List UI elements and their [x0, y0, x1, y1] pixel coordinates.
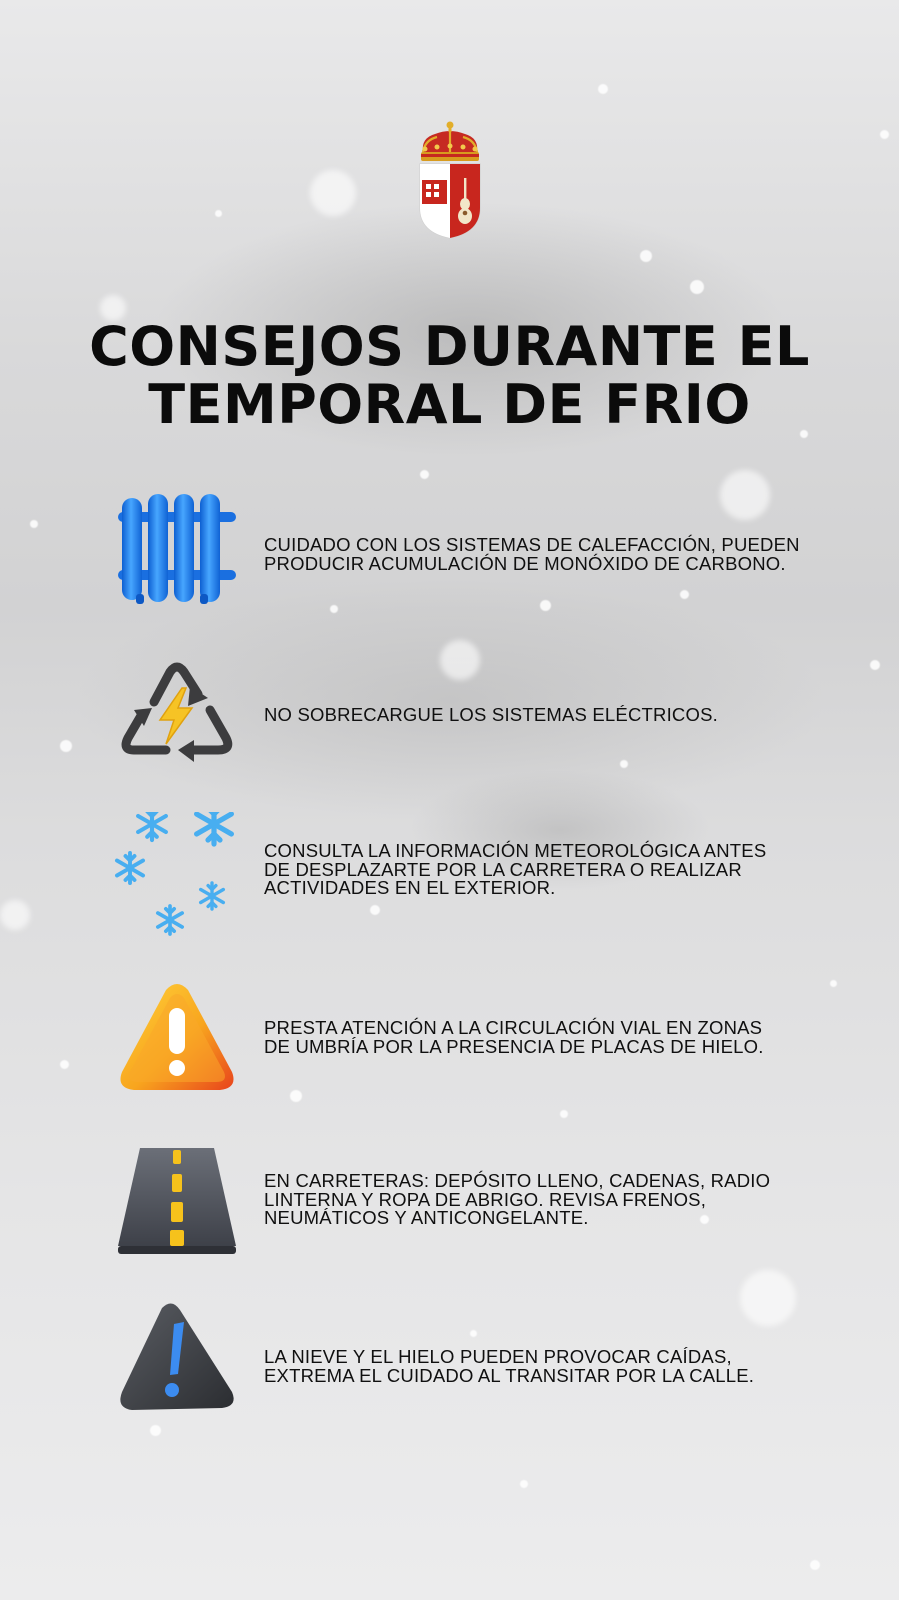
- road-icon: [114, 1140, 240, 1266]
- warning-triangle-dark-icon: [114, 1302, 240, 1428]
- page-title: [0, 315, 899, 436]
- tip-weather-line-1: CONSULTA LA INFORMACIÓN METEOROLÓGICA ANTES: [264, 840, 767, 861]
- title-line-1: CONSEJOS DURANTE EL: [89, 315, 810, 378]
- radiator-icon: [114, 490, 240, 616]
- tip-road-kit-line-3: NEUMÁTICOS Y ANTICONGELANTE.: [264, 1207, 589, 1228]
- tip-falls-line-1: LA NIEVE Y EL HIELO PUEDEN PROVOCAR CAÍDAS,: [264, 1346, 732, 1367]
- tip-heating-line-1: CUIDADO CON LOS SISTEMAS DE CALEFACCIÓN, PUEDEN: [264, 534, 800, 555]
- tip-falls-line-2: EXTREMA EL CUIDADO AL TRANSITAR POR LA CALLE.: [264, 1364, 755, 1386]
- snowflakes-icon: [114, 812, 240, 938]
- tip-heating-line-2: PRODUCIR ACUMULACIÓN DE MONÓXIDO DE CARBONO.: [264, 552, 786, 574]
- tip-road-kit-line-1: EN CARRETERAS: DEPÓSITO LLENO, CADENAS, RADIO: [264, 1170, 771, 1191]
- recycle-lightning-icon: [114, 650, 240, 776]
- tip-road-kit-line-2: LINTERNA Y ROPA DE ABRIGO. REVISA FRENOS,: [264, 1188, 707, 1210]
- tip-electric-line-1: NO SOBRECARGUE LOS SISTEMAS ELÉCTRICOS.: [264, 704, 718, 725]
- warning-triangle-orange-icon: [114, 980, 240, 1106]
- coat-of-arms-icon: [415, 120, 485, 242]
- tip-ice-roads-line-2: DE UMBRÍA POR LA PRESENCIA DE PLACAS DE HIELO.: [264, 1035, 764, 1057]
- tip-weather-line-2: DE DESPLAZARTE POR LA CARRETERA O REALIZAR: [264, 858, 742, 880]
- tip-weather-line-3: ACTIVIDADES EN EL EXTERIOR.: [264, 877, 556, 898]
- tip-ice-roads-line-1: PRESTA ATENCIÓN A LA CIRCULACIÓN VIAL EN ZONAS: [264, 1017, 763, 1038]
- title-line-2: TEMPORAL DE FRIO: [148, 373, 751, 436]
